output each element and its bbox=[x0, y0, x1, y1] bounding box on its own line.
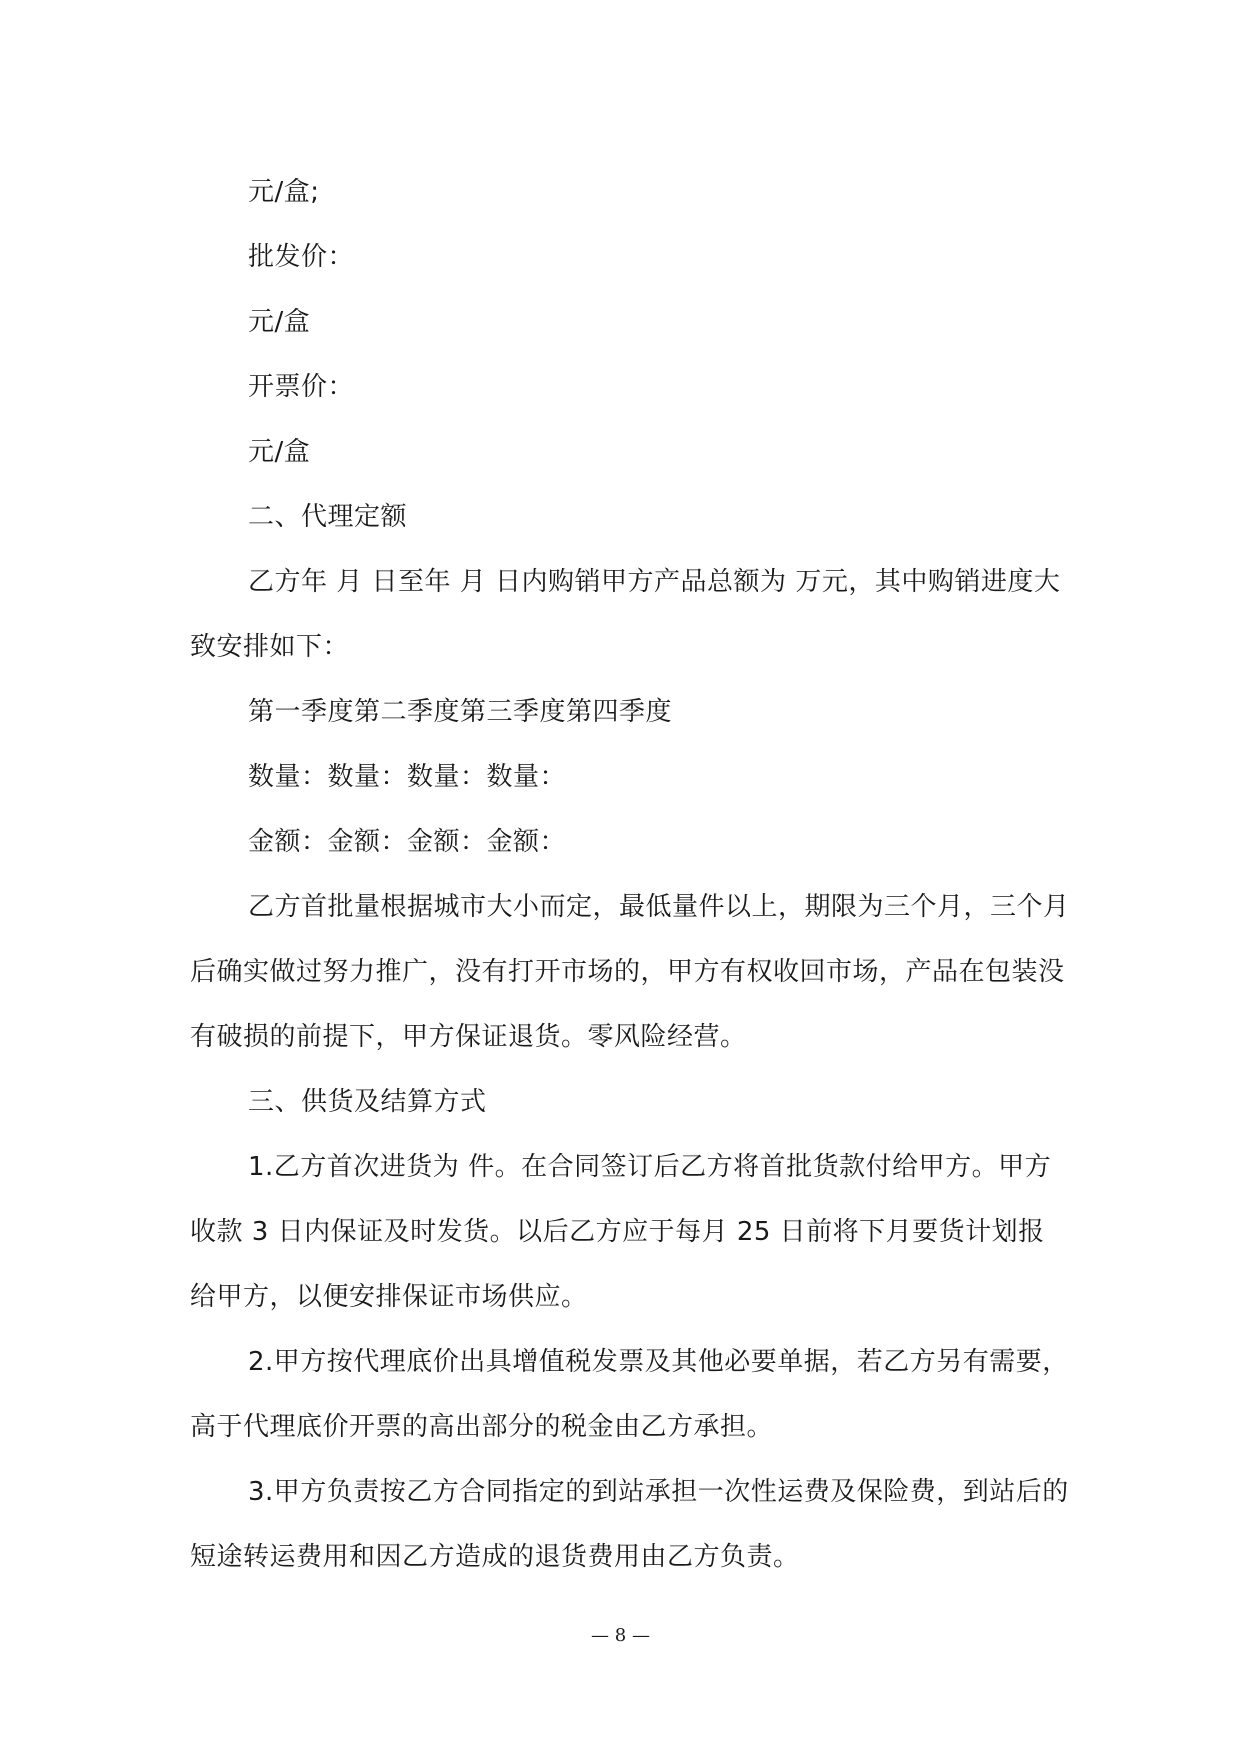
document-body bbox=[190, 160, 1070, 1590]
paragraph-wholesale-label: 批发价： bbox=[248, 242, 355, 272]
paragraph-invoice-label: 开票价： bbox=[248, 372, 355, 402]
paragraph-wholesale-unit: 元/盒 bbox=[248, 307, 311, 337]
section-heading-supply: 三、供货及结算方式 bbox=[248, 1087, 487, 1117]
page-number: — 8 — bbox=[591, 1625, 650, 1646]
clause-3: 3.甲方负责按乙方合同指定的到站承担一次性运费及保险费，到站后的短途转运费用和因乙方造成的退货费用由乙方负责。 bbox=[190, 1477, 1069, 1572]
paragraph-unit-price: 元/盒; bbox=[248, 177, 320, 207]
paragraph-quantities: 数量：数量：数量：数量： bbox=[248, 762, 567, 792]
paragraph-quarters: 第一季度第二季度第三季度第四季度 bbox=[248, 697, 673, 727]
paragraph-amounts: 金额：金额：金额：金额： bbox=[248, 827, 567, 857]
clause-2: 2.甲方按代理底价出具增值税发票及其他必要单据，若乙方另有需要，高于代理底价开票的高出部分的税金由乙方承担。 bbox=[190, 1347, 1069, 1442]
paragraph-first-batch: 乙方首批量根据城市大小而定，最低量件以上，期限为三个月，三个月后确实做过努力推广，没有打开市场的，甲方有权收回市场，产品在包装没有破损的前提下，甲方保证退货。零风险经营。 bbox=[190, 892, 1070, 1052]
paragraph-invoice-unit: 元/盒 bbox=[248, 437, 311, 467]
section-heading-quota: 二、代理定额 bbox=[248, 502, 408, 532]
paragraph-quota-terms: 乙方年 月 日至年 月 日内购销甲方产品总额为 万元，其中购销进度大致安排如下： bbox=[190, 567, 1061, 662]
clause-1: 1.乙方首次进货为 件。在合同签订后乙方将首批货款付给甲方。甲方收款 3 日内保证及时发货。以后乙方应于每月 25 日前将下月要货计划报给甲方，以便安排保证市场供应。 bbox=[190, 1152, 1052, 1312]
